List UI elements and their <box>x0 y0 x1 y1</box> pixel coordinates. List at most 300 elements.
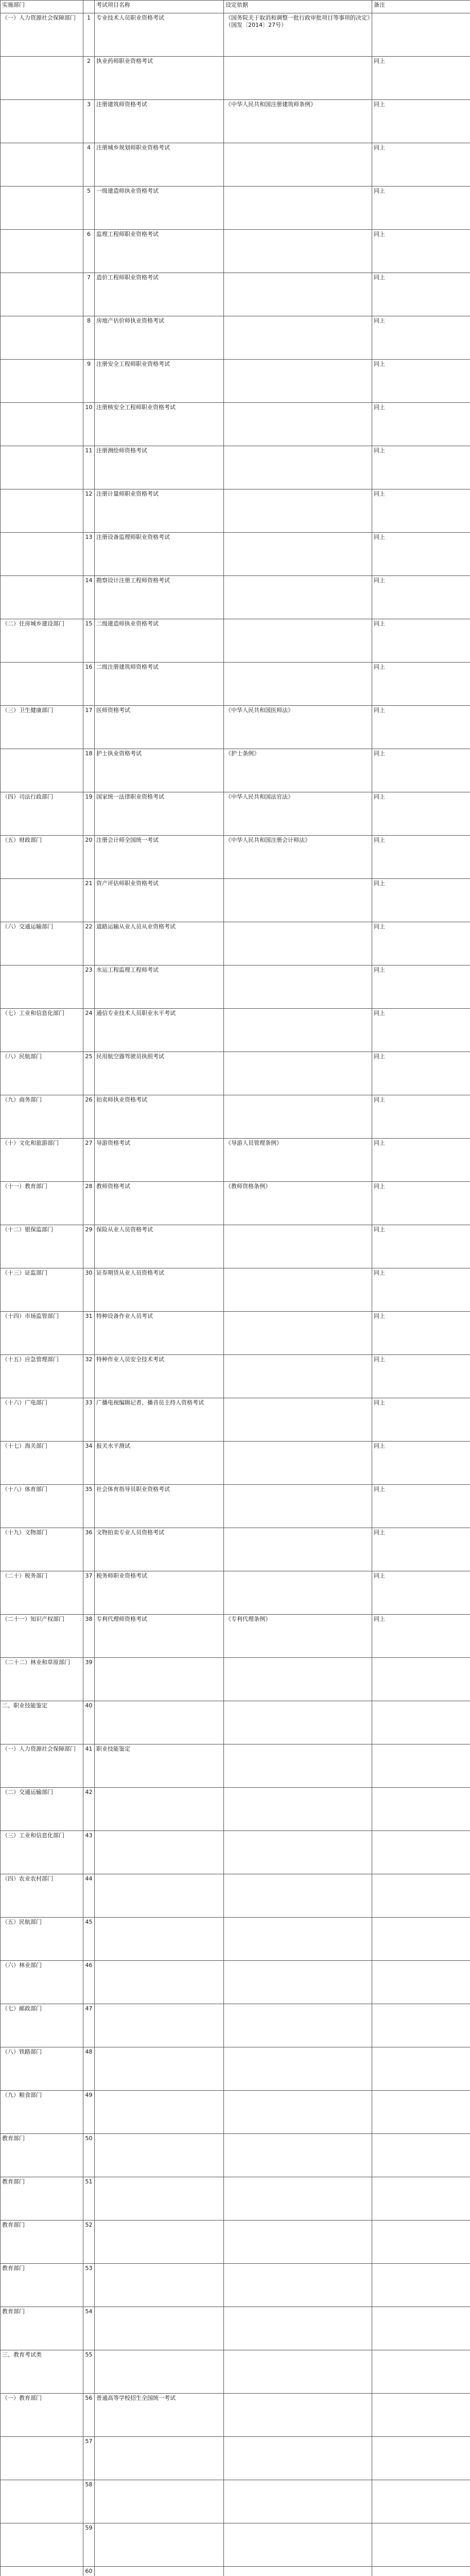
table-cell: （七）邮政部门 <box>1 2004 83 2047</box>
table-cell: （四）农业农村部门 <box>1 1874 83 1918</box>
table-cell: （八）铁路部门 <box>1 2047 83 2091</box>
table-cell <box>1 143 83 187</box>
table-cell: 资产评估师职业资格考试 <box>95 879 224 922</box>
table-cell <box>224 1528 372 1571</box>
table-cell <box>224 403 372 446</box>
table-cell: 保险从业人员资格考试 <box>95 1225 224 1268</box>
table-cell: （十四）市场监管部门 <box>1 1312 83 1355</box>
table-row <box>1 1788 470 1831</box>
table-cell <box>372 2350 470 2394</box>
table-cell: 民用航空器驾驶员执照考试 <box>95 1052 224 1095</box>
table-cell: 同上 <box>372 663 470 706</box>
row-number-cell: 11 <box>83 446 95 489</box>
table-cell: 二、职业技能鉴定 <box>1 1701 83 1744</box>
row-number-cell: 49 <box>83 2091 95 2134</box>
table-cell: 文物拍卖专业人员资格考试 <box>95 1528 224 1571</box>
table-cell <box>372 2394 470 2437</box>
table-cell: （二十）税务部门 <box>1 1571 83 1615</box>
table-cell: 勘察设计注册工程师资格考试 <box>95 576 224 619</box>
header-cell <box>83 1 95 13</box>
table-cell: 同上 <box>372 489 470 533</box>
table-cell: （十三）证监部门 <box>1 1268 83 1312</box>
table-cell <box>224 1355 372 1398</box>
row-number-cell: 39 <box>83 1658 95 1701</box>
table-cell <box>224 2091 372 2134</box>
table-row <box>1 2567 470 2576</box>
table-row <box>1 489 470 533</box>
table-row <box>1 1139 470 1182</box>
table-cell <box>224 273 372 316</box>
table-row <box>1 1701 470 1744</box>
row-number-cell: 54 <box>83 2307 95 2350</box>
table-cell <box>95 1701 224 1744</box>
table-row <box>1 1571 470 1615</box>
table-row <box>1 1268 470 1312</box>
table-cell: 同上 <box>372 446 470 489</box>
table-row <box>1 1398 470 1442</box>
table-cell: 同上 <box>372 576 470 619</box>
table-cell: 《导游人员管理条例》 <box>224 1139 372 1182</box>
table-cell <box>1 446 83 489</box>
table-cell <box>224 1961 372 2004</box>
table-cell: （一）人力资源社会保障部门 <box>1 1744 83 1788</box>
table-cell: 造价工程师职业资格考试 <box>95 273 224 316</box>
table-cell <box>95 2437 224 2480</box>
table-row <box>1 57 470 100</box>
table-cell <box>95 2177 224 2221</box>
table-cell: 同上 <box>372 706 470 749</box>
table-cell <box>95 2134 224 2177</box>
table-cell: 二级建造师执业资格考试 <box>95 619 224 663</box>
table-cell <box>224 576 372 619</box>
table-cell: （十）文化和旅游部门 <box>1 1139 83 1182</box>
header-cell: 设定依据 <box>224 1 372 13</box>
table-cell: 执业药师职业资格考试 <box>95 57 224 100</box>
table-row <box>1 1095 470 1139</box>
row-number-cell: 42 <box>83 1788 95 1831</box>
table-cell: （十八）体育部门 <box>1 1485 83 1528</box>
row-number-cell: 2 <box>83 57 95 100</box>
table-row <box>1 1225 470 1268</box>
table-cell <box>95 2047 224 2091</box>
table-cell: 二级注册建筑师资格考试 <box>95 663 224 706</box>
table-cell <box>224 360 372 403</box>
table-cell: 同上 <box>372 273 470 316</box>
table-row <box>1 1312 470 1355</box>
table-cell <box>1 360 83 403</box>
table-cell: 注册核安全工程师职业资格考试 <box>95 403 224 446</box>
table-cell <box>224 1701 372 1744</box>
row-number-cell: 17 <box>83 706 95 749</box>
table-cell: （一）教育部门 <box>1 2394 83 2437</box>
table-row <box>1 1961 470 2004</box>
table-cell: （七）工业和信息化部门 <box>1 1009 83 1052</box>
table-cell: 《国务院关于取消和调整一批行政审批项目等事项的决定》（国发〔2014〕27号） <box>224 13 372 57</box>
row-number-cell: 14 <box>83 576 95 619</box>
table-row <box>1 230 470 273</box>
table-cell: 同上 <box>372 836 470 879</box>
table-cell: 专利代理师资格考试 <box>95 1615 224 1658</box>
table-cell: （二）交通运输部门 <box>1 1788 83 1831</box>
table-cell: 一级建造师执业资格考试 <box>95 187 224 230</box>
table-cell: 《专利代理条例》 <box>224 1615 372 1658</box>
table-cell: 同上 <box>372 1268 470 1312</box>
table-cell <box>1 316 83 360</box>
table-cell: （十七）海关部门 <box>1 1442 83 1485</box>
row-number-cell: 10 <box>83 403 95 446</box>
row-number-cell: 33 <box>83 1398 95 1442</box>
table-cell: 教育部门 <box>1 2264 83 2307</box>
table-cell: 通信专业技术人员职业水平考试 <box>95 1009 224 1052</box>
table-cell <box>95 2004 224 2047</box>
table-cell: （十一）教育部门 <box>1 1182 83 1225</box>
table-cell <box>1 576 83 619</box>
table-cell <box>224 2437 372 2480</box>
table-cell <box>1 879 83 922</box>
table-row <box>1 533 470 576</box>
table-cell: 同上 <box>372 1139 470 1182</box>
table-cell <box>1 749 83 792</box>
row-number-cell: 18 <box>83 749 95 792</box>
table-cell <box>95 1874 224 1918</box>
table-row <box>1 100 470 143</box>
table-header-row <box>1 1 470 13</box>
table-cell <box>95 2307 224 2350</box>
table-cell: 《护士条例》 <box>224 749 372 792</box>
table-row <box>1 922 470 965</box>
table-cell <box>224 446 372 489</box>
table-cell <box>372 13 470 57</box>
table-row <box>1 2307 470 2350</box>
table-cell <box>1 403 83 446</box>
table-row <box>1 2523 470 2567</box>
table-cell: 道路运输从业人员从业资格考试 <box>95 922 224 965</box>
table-cell: （三）卫生健康部门 <box>1 706 83 749</box>
table-cell <box>1 57 83 100</box>
table-cell <box>224 316 372 360</box>
row-number-cell: 26 <box>83 1095 95 1139</box>
table-row <box>1 2004 470 2047</box>
table-cell: 税务师职业资格考试 <box>95 1571 224 1615</box>
table-row <box>1 187 470 230</box>
table-cell: （十九）文物部门 <box>1 1528 83 1571</box>
row-number-cell: 27 <box>83 1139 95 1182</box>
table-cell: （六）交通运输部门 <box>1 922 83 965</box>
table-cell: 注册设备监理师职业资格考试 <box>95 533 224 576</box>
table-cell <box>1 2523 83 2567</box>
row-number-cell: 4 <box>83 143 95 187</box>
table-cell <box>372 2523 470 2567</box>
row-number-cell: 55 <box>83 2350 95 2394</box>
table-row <box>1 1528 470 1571</box>
table-row <box>1 1485 470 1528</box>
table-cell <box>224 533 372 576</box>
table-body <box>1 13 470 2576</box>
header-cell: 实施部门 <box>1 1 83 13</box>
table-cell <box>1 2437 83 2480</box>
table-cell <box>372 2437 470 2480</box>
table-cell: 专业技术人员职业资格考试 <box>95 13 224 57</box>
table-cell <box>1 100 83 143</box>
table-cell <box>95 2221 224 2264</box>
table-cell <box>372 2221 470 2264</box>
row-number-cell: 24 <box>83 1009 95 1052</box>
table-cell <box>95 1961 224 2004</box>
table-cell <box>224 489 372 533</box>
table-cell <box>372 1701 470 1744</box>
table-cell <box>224 663 372 706</box>
table-cell <box>224 1052 372 1095</box>
row-number-cell: 1 <box>83 13 95 57</box>
table-cell <box>95 2567 224 2576</box>
table-cell <box>95 1831 224 1874</box>
table-row <box>1 2480 470 2523</box>
table-cell: 教育部门 <box>1 2177 83 2221</box>
table-cell <box>95 2523 224 2567</box>
table-cell <box>224 2047 372 2091</box>
row-number-cell: 21 <box>83 879 95 922</box>
table-row <box>1 2350 470 2394</box>
table-cell <box>224 965 372 1009</box>
table-row <box>1 403 470 446</box>
table-cell: 《中华人民共和国法官法》 <box>224 792 372 836</box>
table-cell <box>224 1442 372 1485</box>
table-cell: 同上 <box>372 57 470 100</box>
table-row <box>1 1744 470 1788</box>
table-row <box>1 2221 470 2264</box>
table-cell <box>372 1874 470 1918</box>
table-cell: 同上 <box>372 187 470 230</box>
table-row <box>1 749 470 792</box>
table-cell: 同上 <box>372 1312 470 1355</box>
row-number-cell: 28 <box>83 1182 95 1225</box>
table-row <box>1 1918 470 1961</box>
row-number-cell: 56 <box>83 2394 95 2437</box>
table-cell <box>95 2091 224 2134</box>
table-cell: （四）司法行政部门 <box>1 792 83 836</box>
row-number-cell: 29 <box>83 1225 95 1268</box>
table-cell: 特种作业人员安全技术考试 <box>95 1355 224 1398</box>
row-number-cell: 43 <box>83 1831 95 1874</box>
table-cell: （五）财政部门 <box>1 836 83 879</box>
table-cell: 广播电视编辑记者、播音员主持人资格考试 <box>95 1398 224 1442</box>
table-row <box>1 576 470 619</box>
table-cell <box>224 1268 372 1312</box>
table-cell: 同上 <box>372 1052 470 1095</box>
table-cell <box>224 1485 372 1528</box>
table-cell <box>224 2264 372 2307</box>
table-cell <box>1 2480 83 2523</box>
row-number-cell: 20 <box>83 836 95 879</box>
table-cell: 同上 <box>372 360 470 403</box>
table-row <box>1 1615 470 1658</box>
table-cell <box>372 2177 470 2221</box>
table-cell: （十六）广电部门 <box>1 1398 83 1442</box>
table-cell: 同上 <box>372 100 470 143</box>
table-cell <box>95 2350 224 2394</box>
table-cell <box>372 1744 470 1788</box>
row-number-cell: 59 <box>83 2523 95 2567</box>
table-row <box>1 273 470 316</box>
row-number-cell: 15 <box>83 619 95 663</box>
row-number-cell: 7 <box>83 273 95 316</box>
table-row <box>1 1442 470 1485</box>
row-number-cell: 9 <box>83 360 95 403</box>
table-cell: 监理工程师职业资格考试 <box>95 230 224 273</box>
table-cell <box>372 1658 470 1701</box>
table-cell: （八）民航部门 <box>1 1052 83 1095</box>
row-number-cell: 37 <box>83 1571 95 1615</box>
table-cell: 证券期货从业人员资格考试 <box>95 1268 224 1312</box>
table-cell: 同上 <box>372 1485 470 1528</box>
table-row <box>1 1355 470 1398</box>
row-number-cell: 19 <box>83 792 95 836</box>
table-cell: （九）商务部门 <box>1 1095 83 1139</box>
row-number-cell: 30 <box>83 1268 95 1312</box>
table-cell: 三、教育考试类 <box>1 2350 83 2394</box>
row-number-cell: 23 <box>83 965 95 1009</box>
table-cell <box>372 1961 470 2004</box>
table-cell: 《中华人民共和国注册建筑师条例》 <box>224 100 372 143</box>
table-cell: 特种设备作业人员考试 <box>95 1312 224 1355</box>
table-cell: （二十二）林业和草原部门 <box>1 1658 83 1701</box>
table-cell <box>1 489 83 533</box>
table-cell <box>224 57 372 100</box>
table-cell <box>372 2480 470 2523</box>
table-cell: 同上 <box>372 316 470 360</box>
row-number-cell: 22 <box>83 922 95 965</box>
table-cell <box>224 1874 372 1918</box>
table-cell: 教育部门 <box>1 2307 83 2350</box>
table-cell: 同上 <box>372 749 470 792</box>
table-cell: 注册城乡规划师职业资格考试 <box>95 143 224 187</box>
table-cell: 同上 <box>372 1009 470 1052</box>
row-number-cell: 57 <box>83 2437 95 2480</box>
row-number-cell: 45 <box>83 1918 95 1961</box>
table-cell <box>372 1918 470 1961</box>
table-cell: 同上 <box>372 1182 470 1225</box>
table-cell <box>224 1744 372 1788</box>
table-row <box>1 706 470 749</box>
row-number-cell: 40 <box>83 1701 95 1744</box>
table-row <box>1 965 470 1009</box>
row-number-cell: 48 <box>83 2047 95 2091</box>
table-row <box>1 1658 470 1701</box>
table-cell <box>224 2523 372 2567</box>
table-cell: 同上 <box>372 1528 470 1571</box>
row-number-cell: 53 <box>83 2264 95 2307</box>
table-cell <box>224 619 372 663</box>
row-number-cell: 58 <box>83 2480 95 2523</box>
table-cell: 社会体育指导员职业资格考试 <box>95 1485 224 1528</box>
table-cell: 同上 <box>372 879 470 922</box>
table-cell <box>95 2480 224 2523</box>
table-cell: 注册建筑师资格考试 <box>95 100 224 143</box>
table-cell: 同上 <box>372 1398 470 1442</box>
table-cell: （六）林业部门 <box>1 1961 83 2004</box>
table-cell <box>372 2307 470 2350</box>
table-cell <box>95 1788 224 1831</box>
table-cell: 同上 <box>372 922 470 965</box>
row-number-cell: 34 <box>83 1442 95 1485</box>
row-number-cell: 44 <box>83 1874 95 1918</box>
table-cell: 注册计量师职业资格考试 <box>95 489 224 533</box>
table-cell: 拍卖师执业资格考试 <box>95 1095 224 1139</box>
row-number-cell: 46 <box>83 1961 95 2004</box>
table-row <box>1 1009 470 1052</box>
table-cell: 报关水平测试 <box>95 1442 224 1485</box>
table-cell <box>372 2091 470 2134</box>
table-cell <box>224 1312 372 1355</box>
table-cell: （十二）银保监部门 <box>1 1225 83 1268</box>
table-cell: 同上 <box>372 1442 470 1485</box>
table-cell: 教育部门 <box>1 2221 83 2264</box>
row-number-cell: 5 <box>83 187 95 230</box>
table-cell <box>224 1009 372 1052</box>
table-cell: 《教师资格条例》 <box>224 1182 372 1225</box>
table-cell <box>372 2134 470 2177</box>
row-number-cell: 31 <box>83 1312 95 1355</box>
row-number-cell: 12 <box>83 489 95 533</box>
row-number-cell: 25 <box>83 1052 95 1095</box>
row-number-cell: 38 <box>83 1615 95 1658</box>
row-number-cell: 13 <box>83 533 95 576</box>
table-row <box>1 2394 470 2437</box>
table-cell: 职业技能鉴定 <box>95 1744 224 1788</box>
table-cell <box>224 1831 372 1874</box>
table-row <box>1 1831 470 1874</box>
table-cell <box>1 230 83 273</box>
table-cell <box>224 143 372 187</box>
table-cell <box>1 2567 83 2576</box>
row-number-cell: 51 <box>83 2177 95 2221</box>
row-number-cell: 6 <box>83 230 95 273</box>
table-row <box>1 2177 470 2221</box>
table-cell: 注册测绘师资格考试 <box>95 446 224 489</box>
table-cell: 水运工程监理工程师考试 <box>95 965 224 1009</box>
table-cell <box>372 2567 470 2576</box>
table-cell <box>224 2567 372 2576</box>
table-cell: 注册会计师全国统一考试 <box>95 836 224 879</box>
table-row <box>1 1874 470 1918</box>
table-cell: （一）人力资源社会保障部门 <box>1 13 83 57</box>
table-cell: 同上 <box>372 403 470 446</box>
row-number-cell: 36 <box>83 1528 95 1571</box>
table-cell <box>224 879 372 922</box>
table-cell <box>224 2004 372 2047</box>
table-cell: 教育部门 <box>1 2134 83 2177</box>
table-row <box>1 2264 470 2307</box>
table-cell <box>224 230 372 273</box>
table-cell: 同上 <box>372 792 470 836</box>
table-row <box>1 663 470 706</box>
table-row <box>1 1052 470 1095</box>
row-number-cell: 32 <box>83 1355 95 1398</box>
table-cell <box>1 187 83 230</box>
table-cell: （九）粮食部门 <box>1 2091 83 2134</box>
table-cell: 普通高等学校招生全国统一考试 <box>95 2394 224 2437</box>
row-number-cell: 3 <box>83 100 95 143</box>
table-row <box>1 13 470 57</box>
table-cell <box>224 1225 372 1268</box>
table-cell: 护士执业资格考试 <box>95 749 224 792</box>
row-number-cell: 47 <box>83 2004 95 2047</box>
table-cell <box>372 1831 470 1874</box>
table-cell: 同上 <box>372 143 470 187</box>
table-cell: （十五）应急管理部门 <box>1 1355 83 1398</box>
table-row <box>1 446 470 489</box>
table-cell: 房地产估价师执业资格考试 <box>95 316 224 360</box>
